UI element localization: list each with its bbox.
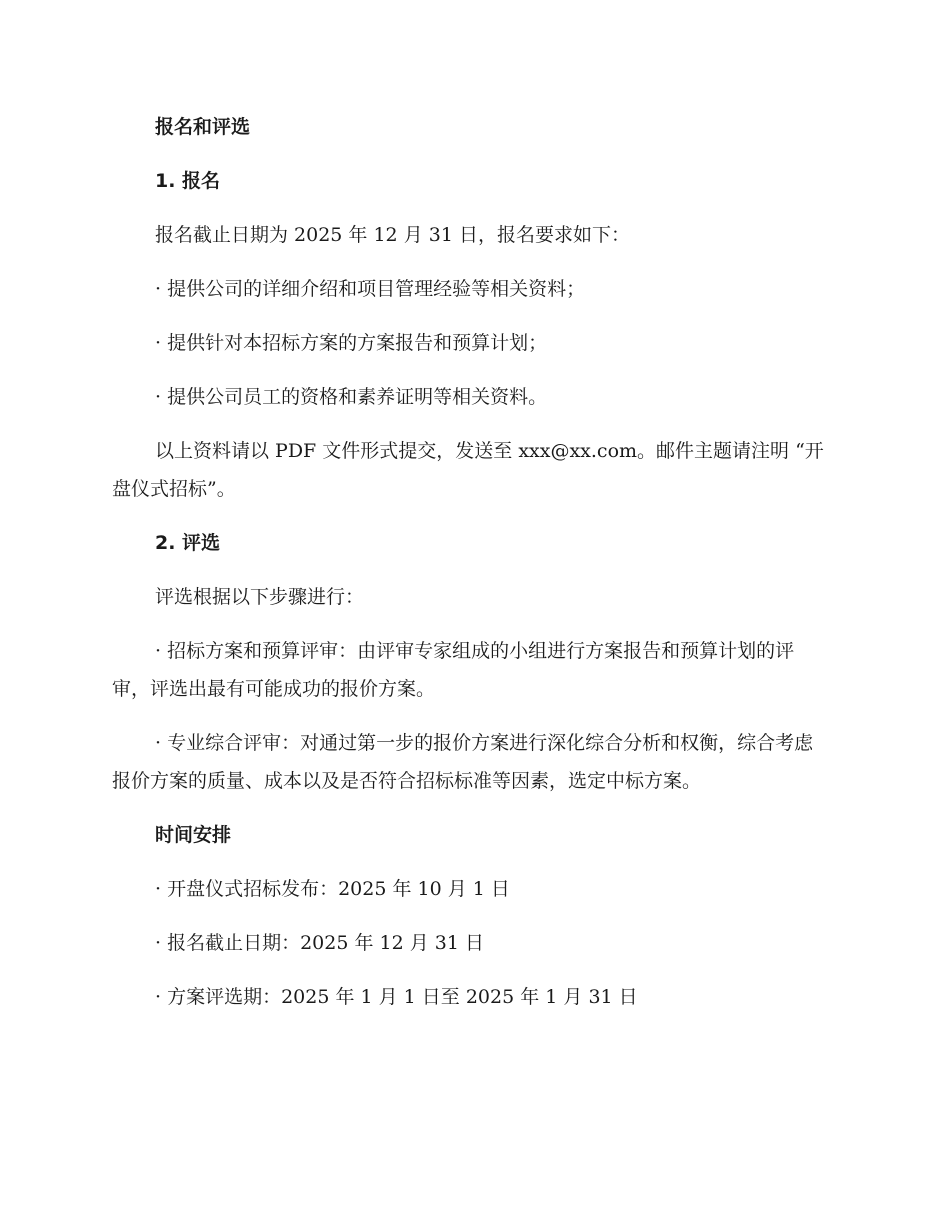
selection-step: · 招标方案和预算评审：由评审专家组成的小组进行方案报告和预算计划的评审，评选出最有可能成功的报价方案。 <box>112 640 795 700</box>
selection-intro: 评选根据以下步骤进行： <box>155 586 365 608</box>
submission-note: 以上资料请以 PDF 文件形式提交，发送至 xxx@xx.com。邮件主题请注明 “开盘仪式招标”。 <box>112 440 824 500</box>
subheading-selection: 2. 评选 <box>155 532 221 554</box>
section-title-schedule: 时间安排 <box>155 824 232 846</box>
schedule-item: · 报名截止日期：2025 年 12 月 31 日 <box>155 932 484 954</box>
subheading-registration: 1. 报名 <box>155 170 221 192</box>
schedule-item: · 开盘仪式招标发布：2025 年 10 月 1 日 <box>155 878 510 900</box>
requirement-item: · 提供公司的详细介绍和项目管理经验等相关资料； <box>155 278 586 300</box>
registration-intro: 报名截止日期为 2025 年 12 月 31 日，报名要求如下： <box>155 224 630 246</box>
document-body <box>112 108 828 1032</box>
requirement-item: · 提供针对本招标方案的方案报告和预算计划； <box>155 332 548 354</box>
requirement-item: · 提供公司员工的资格和素养证明等相关资料。 <box>155 386 548 408</box>
section-title-registration-selection: 报名和评选 <box>155 116 251 138</box>
schedule-item: · 方案评选期：2025 年 1 月 1 日至 2025 年 1 月 31 日 <box>155 986 638 1008</box>
selection-step: · 专业综合评审：对通过第一步的报价方案进行深化综合分析和权衡，综合考虑报价方案的质量、成本以及是否符合招标标准等因素，选定中标方案。 <box>112 732 814 792</box>
